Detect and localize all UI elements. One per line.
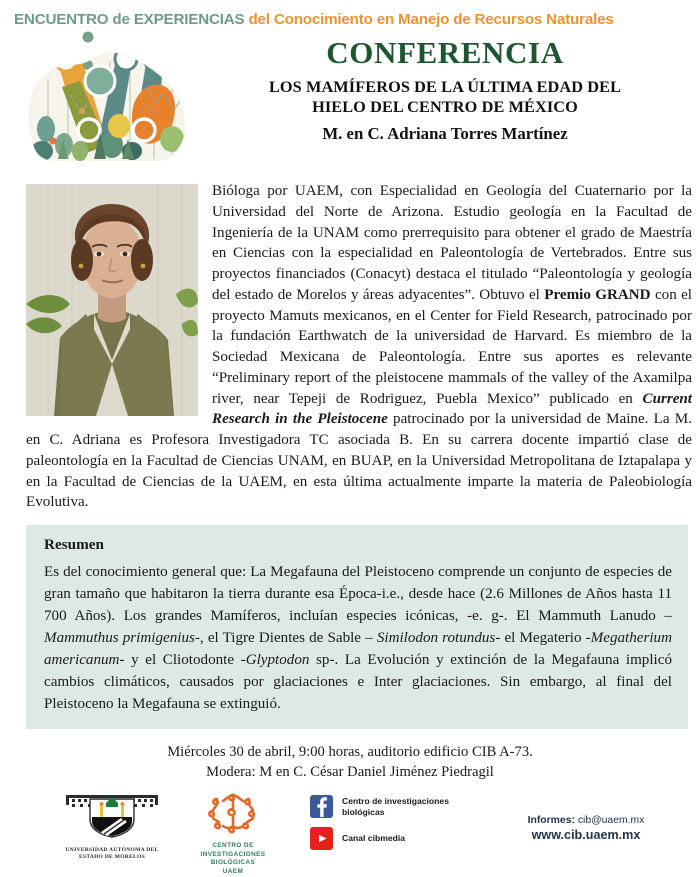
bio-part-2: con el proyecto Mamuts mexicanos, en el Center for Field Research, patrocinado por la fundación Earthwatch de la universidad de Harvard. Es miembro de la Sociedad Mexicana de Paleontología. Entre sus aportes es relevante “Preliminary report of the pleistocene mammals of the valley of the Axamilpa river, near Tepeji de Rodriguez, Puebla Mexico” publicado en <box>212 286 693 407</box>
resumen-box <box>26 525 688 729</box>
species-glyptodon: Glyptodon <box>245 652 310 669</box>
portrait-photo-image <box>26 184 198 416</box>
event-moderator: Modera: M en C. César Daniel Jiménez Piedragil <box>206 763 494 780</box>
speaker-photo <box>26 184 198 416</box>
species-similodon: Similodon rotundus <box>376 630 496 647</box>
poster-header-area <box>0 31 700 181</box>
title-block <box>196 37 694 144</box>
cib-caption-line-4: UAEM <box>222 867 244 875</box>
cib-caption-line-2: INVESTIGACIONES <box>200 850 266 858</box>
uaem-crest-icon <box>60 793 164 841</box>
social-links <box>310 795 500 859</box>
informes-email[interactable]: cib@uaem.mx <box>577 815 645 826</box>
resumen-text <box>44 561 672 715</box>
uaem-caption-line-2: ESTADO DE MORELOS <box>79 854 145 861</box>
contact-info <box>486 815 686 842</box>
conference-label: CONFERENCIA <box>326 35 564 70</box>
uaem-logo-block <box>58 793 166 862</box>
bio-award-name: Premio GRAND <box>544 286 651 303</box>
resumen-part-2: -, el Tigre Dientes de Sable – <box>194 630 377 647</box>
uaem-caption <box>58 847 166 862</box>
forest-illustration <box>22 29 197 181</box>
species-mammuthus: Mammuthus primigenius <box>44 630 195 647</box>
resumen-part-3: - el Megaterio - <box>495 630 591 647</box>
resumen-part-5: sp-. La Evolución y extinción de la Megafauna implicó cambios climáticos, causados por glaciaciones e Inter glaciaciones. Sin embargo, al final del Pleistoceno la Megafauna se extinguió. <box>44 652 672 713</box>
event-banner <box>0 0 700 31</box>
talk-title-line-1: LOS MAMÍFEROS DE LA ÚLTIMA EDAD DEL <box>268 76 622 96</box>
species-megatherium: Megatherium americanum <box>44 630 672 669</box>
speaker-name: M. en C. Adriana Torres Martínez <box>322 124 568 144</box>
bio-journal-name: Current Research in the Pleistocene <box>212 390 692 428</box>
informes-label: Informes: <box>527 815 575 826</box>
bio-part-3: patrocinado por la universidad de Maine. La M. en C. Adriana es Profesora Investigadora TC asociada B. En su carrera docente impartió clase de paleontología en la Facultad de Ciencias UNAM, en BUAP, en la Universidad Metropolitana de Iztapalapa y en la Facultad de Ciencias de la UAEM, en esta última actualmente imparte la materia de Paleobiología Evolutiva. <box>26 411 693 511</box>
cib-caption <box>182 842 284 877</box>
cib-caption-line-3: BIOLÓGICAS <box>210 859 256 867</box>
youtube-link[interactable] <box>310 827 500 850</box>
cib-greca-spiral-icon <box>203 789 263 835</box>
abstract-forest-artwork <box>22 29 197 181</box>
facebook-label-line-2: biológicas <box>342 806 385 817</box>
talk-title <box>196 77 694 119</box>
bio-part-1: Bióloga por UAEM, con Especialidad en Geología del Cuaternario por la Universidad del Norte de Arizona. Estudio geología en la Facultad de Ingeniería de la UNAM como prerrequisito para obtener el grado de Maestría en Ciencias con la especialidad en Paleontología de Vertebrados. Entre sus proyectos financiados (Conacyt) destaca el titulado “Paleontología y geología del estado de Morelos y áreas adyacentes”. Obtuvo el <box>212 183 692 303</box>
facebook-label-line-1: Centro de investigaciones <box>342 795 449 806</box>
banner-green-text: ENCUENTRO de EXPERIENCIAS <box>14 11 245 28</box>
youtube-icon[interactable] <box>310 827 333 850</box>
poster-footer <box>0 787 700 875</box>
event-details <box>0 743 700 782</box>
website-url[interactable]: www.cib.uaem.mx <box>531 828 641 842</box>
event-datetime-location: Miércoles 30 de abril, 9:00 horas, auditorio edificio CIB A-73. <box>167 744 533 761</box>
facebook-link[interactable] <box>310 795 500 818</box>
facebook-icon[interactable] <box>310 795 333 818</box>
cib-logo-block <box>182 789 284 877</box>
resumen-heading: Resumen <box>44 536 104 553</box>
talk-title-line-2: HIELO DEL CENTRO DE MÉXICO <box>312 97 578 117</box>
informes-line <box>486 815 686 826</box>
resumen-part-1: Es del conocimiento general que: La Megafauna del Pleistoceno comprende un conjunto de especies de gran tamaño que habitaron la tierra durante esa Época-i.e., desde hace (2.6 Millones de Años hasta 11 700 Años). Los grandes Mamíferos, incluían especies icónicas, -e. g-. El Mammuth Lanudo – <box>44 564 672 625</box>
facebook-label <box>342 796 449 818</box>
banner-orange-text: del Conocimiento en Manejo de Recursos Naturales <box>248 11 614 28</box>
biography-section <box>0 181 700 513</box>
youtube-label: Canal cibmedia <box>342 833 406 843</box>
uaem-caption-line-1: UNIVERSIDAD AUTÓNOMA DEL <box>65 847 159 853</box>
cib-caption-line-1: CENTRO DE <box>212 842 254 849</box>
resumen-part-4: - y el Cliotodonte - <box>119 652 246 669</box>
